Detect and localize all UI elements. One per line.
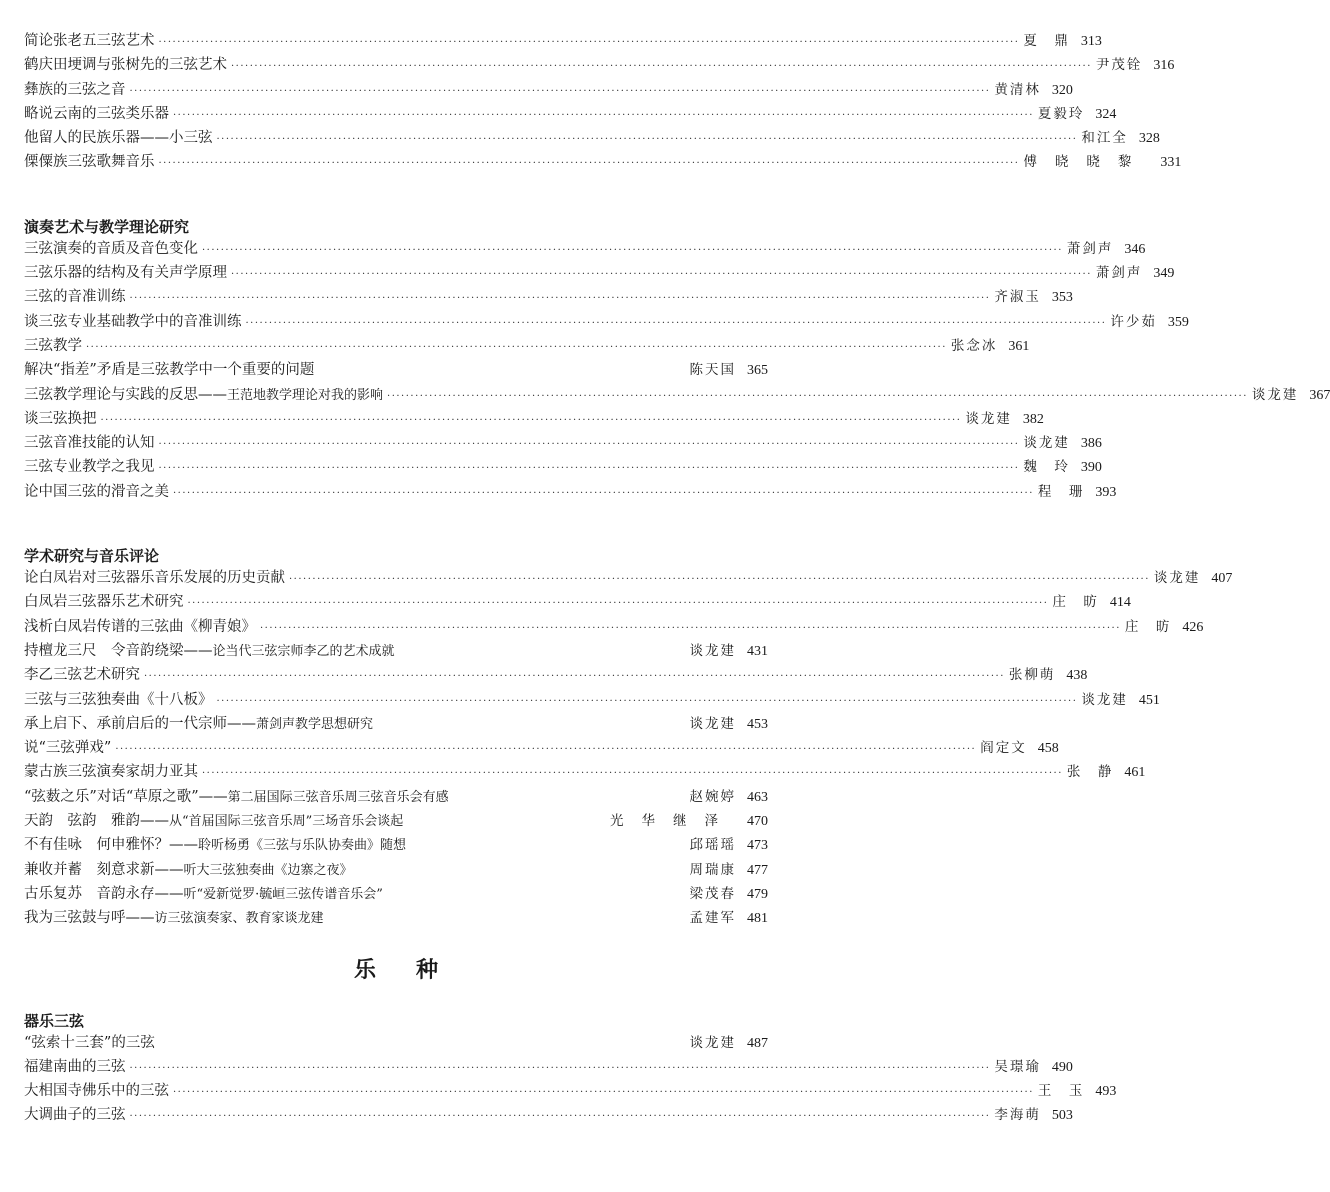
- toc-entry: [24, 480, 1117, 504]
- entry-page: 458: [1037, 741, 1059, 757]
- toc-entry: [24, 334, 1030, 358]
- entry-author: 魏 玲: [1023, 459, 1070, 476]
- entry-subtitle: 萧剑声教学思想研究: [256, 716, 374, 732]
- entry-title: 持檀龙三尺 令音韵绕梁——论当代三弦宗师李乙的艺术成就: [24, 642, 395, 659]
- entry-page: 361: [1008, 338, 1030, 354]
- entry-title: 蒙古族三弦演奏家胡力亚其: [24, 764, 198, 781]
- entry-page: 481: [747, 911, 768, 927]
- toc-entry: [24, 102, 1117, 126]
- dot-leader: [159, 463, 1020, 474]
- dot-leader: [289, 574, 1150, 585]
- entry-author: 梁茂春: [689, 885, 736, 902]
- spacer: [24, 175, 768, 213]
- dot-leader: [202, 768, 1063, 779]
- entry-subtitle: 听大三弦独奏曲《边寨之夜》: [183, 862, 353, 878]
- entry-title: 古乐复苏 音韵永存——听“爱新觉罗·毓峘三弦传谱音乐会”: [24, 885, 383, 902]
- entry-page: 393: [1095, 484, 1117, 500]
- entry-title: 三弦教学: [24, 337, 82, 354]
- entry-page: 461: [1124, 765, 1146, 781]
- entry-title: 三弦教学理论与实践的反思——王范地教学理论对我的影响: [24, 386, 384, 403]
- toc-entry: [24, 78, 1073, 102]
- toc-entry: [24, 785, 768, 809]
- dot-leader: [217, 134, 1078, 145]
- toc-entry: [24, 760, 1146, 784]
- dot-leader: [101, 415, 962, 426]
- entry-title: 承上启下、承前启后的一代宗师——萧剑声教学思想研究: [24, 715, 374, 732]
- toc-entry: [24, 615, 1204, 639]
- toc-entry: [24, 455, 1102, 479]
- toc-entry: [24, 906, 768, 930]
- entry-author: 陈天国: [689, 362, 736, 379]
- toc-entry: [24, 431, 1102, 455]
- entry-page: 313: [1080, 34, 1102, 49]
- entry-author: 王 玉: [1037, 1083, 1085, 1100]
- entry-title: 白凤岩三弦器乐艺术研究: [24, 594, 184, 611]
- section-heading-research: 学术研究与音乐评论: [24, 547, 160, 566]
- entry-page: 490: [1051, 1059, 1073, 1075]
- entry-page: 487: [747, 1035, 768, 1051]
- entry-page: 328: [1138, 131, 1160, 147]
- entry-title: 解决“指差”矛盾是三弦教学中一个重要的问题: [24, 362, 315, 379]
- entry-page: 346: [1124, 241, 1146, 257]
- entry-author: 傅晓晓黎: [1023, 154, 1150, 171]
- toc-entry: [24, 639, 768, 663]
- entry-page: 365: [747, 363, 768, 379]
- dot-leader: [260, 623, 1121, 634]
- toc-entry: [24, 833, 768, 857]
- entry-title: 三弦演奏的音质及音色变化: [24, 240, 198, 257]
- entry-title: 李乙三弦艺术研究: [24, 667, 140, 684]
- entry-page: 359: [1167, 314, 1189, 330]
- entry-author: 谈龙建: [689, 642, 736, 659]
- entry-author: 张 静: [1066, 764, 1114, 781]
- entry-page: 477: [747, 862, 768, 878]
- entry-title: 福建南曲的三弦: [24, 1058, 126, 1075]
- entry-page: 349: [1153, 266, 1175, 282]
- dot-leader: [86, 342, 947, 353]
- entry-author: 阎定文: [980, 740, 1027, 757]
- entry-title: 他留人的民族乐器——小三弦: [24, 130, 213, 147]
- entry-author: 谈龙建: [1153, 570, 1201, 587]
- entry-page: 320: [1051, 82, 1073, 98]
- toc-entry: [24, 663, 1088, 687]
- entry-title: 天韵 弦韵 雅韵——从“首届国际三弦音乐周”三场音乐会谈起: [24, 813, 404, 830]
- dot-leader: [188, 598, 1049, 609]
- dot-leader: [246, 318, 1107, 329]
- entry-title: 兼收并蓄 刻意求新——听大三弦独奏曲《边寨之夜》: [24, 861, 353, 878]
- entry-page: 451: [1138, 692, 1160, 708]
- table-of-contents: [24, 29, 1330, 1128]
- entry-page: 438: [1066, 668, 1088, 684]
- entry-author: 谈龙建: [1081, 691, 1128, 708]
- entry-author: 和江全: [1081, 130, 1128, 147]
- toc-entry: [24, 712, 768, 736]
- entry-author: 庄 昉: [1052, 594, 1099, 611]
- entry-title: 不有佳咏 何申雅怀？——聆听杨勇《三弦与乐队协奏曲》随想: [24, 837, 407, 854]
- entry-title: 傈僳族三弦歌舞音乐: [24, 154, 155, 171]
- entry-page: 493: [1095, 1084, 1117, 1100]
- dot-leader: [173, 488, 1034, 499]
- entry-author: 张柳萌: [1008, 667, 1056, 684]
- entry-title: 论中国三弦的滑音之美: [24, 483, 169, 500]
- toc-entry: [24, 29, 1102, 53]
- dot-leader: [115, 744, 976, 755]
- entry-subtitle: 听“爱新觉罗·毓峘三弦传谱音乐会”: [183, 886, 383, 902]
- dot-leader: [130, 1063, 991, 1074]
- entry-title: 三弦乐器的结构及有关声学原理: [24, 265, 227, 282]
- entry-author: 尹茂铨: [1095, 57, 1143, 74]
- entry-page: 431: [747, 643, 768, 659]
- dot-leader: [173, 110, 1034, 121]
- toc-entry: [24, 383, 1330, 407]
- entry-title: 简论张老五三弦艺术: [24, 33, 155, 49]
- entry-title: 论白凤岩对三弦器乐音乐发展的历史贡献: [24, 570, 285, 587]
- dot-leader: [159, 439, 1020, 450]
- entry-page: 353: [1051, 290, 1073, 306]
- entry-page: 324: [1095, 106, 1117, 122]
- entry-group-performance: [24, 237, 1330, 504]
- entry-title: 说“三弦弹戏”: [24, 740, 112, 757]
- entry-page: 386: [1080, 436, 1102, 452]
- entry-author: 谈龙建: [689, 1034, 736, 1051]
- entry-author: 孟建军: [689, 910, 736, 927]
- entry-title: 谈三弦专业基础教学中的音准训练: [24, 313, 242, 330]
- toc-entry: [24, 285, 1073, 309]
- toc-entry: [24, 858, 768, 882]
- dot-leader: [217, 696, 1078, 707]
- entry-group-top: [24, 29, 1182, 175]
- entry-page: 470: [747, 814, 768, 830]
- toc-entry: [24, 566, 1233, 590]
- entry-page: 331: [1160, 155, 1182, 171]
- entry-author: 谈龙建: [965, 410, 1012, 427]
- toc-entry: [24, 310, 1189, 334]
- dot-leader: [130, 293, 991, 304]
- entry-title: 三弦音准技能的认知: [24, 435, 155, 452]
- toc-entry: [24, 407, 1044, 431]
- toc-entry: [24, 358, 768, 382]
- dot-leader: [202, 245, 1063, 256]
- toc-entry: [24, 1079, 1117, 1103]
- entry-author: 光华继泽: [610, 813, 736, 830]
- toc-entry: [24, 261, 1175, 285]
- entry-author: 许少茹: [1110, 313, 1157, 330]
- entry-page: 503: [1051, 1108, 1073, 1124]
- dot-leader: [173, 1087, 1034, 1098]
- entry-author: 吴璟瑜: [994, 1058, 1041, 1075]
- entry-subtitle: 聆听杨勇《三弦与乐队协奏曲》随想: [198, 838, 407, 854]
- entry-author: 谈龙建: [1023, 435, 1070, 452]
- section-heading-performance: 演奏艺术与教学理论研究: [24, 217, 190, 236]
- toc-entry: [24, 882, 768, 906]
- toc-entry: [24, 736, 1059, 760]
- entry-title: 三弦的音准训练: [24, 289, 126, 306]
- entry-page: 316: [1153, 58, 1175, 74]
- entry-author: 黄清林: [994, 81, 1041, 98]
- entry-group-instrumental: [24, 1031, 1117, 1128]
- entry-author: 邱瑶瑶: [689, 837, 736, 854]
- entry-subtitle: 第二届国际三弦音乐周三弦音乐会有感: [227, 789, 449, 805]
- dot-leader: [387, 391, 1248, 402]
- entry-subtitle: 论当代三弦宗师李乙的艺术成就: [212, 643, 395, 659]
- toc-entry: [24, 1103, 1073, 1127]
- entry-title: 我为三弦鼓与呼——访三弦演奏家、教育家谈龙建: [24, 910, 324, 927]
- toc-entry: [24, 590, 1131, 614]
- part-title: 乐种: [353, 957, 478, 983]
- toc-entry: [24, 1031, 768, 1055]
- toc-entry: [24, 809, 768, 833]
- entry-author: 李海萌: [994, 1107, 1041, 1124]
- entry-author: 萧剑声: [1095, 265, 1143, 282]
- entry-author: 齐淑玉: [994, 289, 1041, 306]
- entry-page: 382: [1022, 411, 1044, 427]
- entry-title: 大相国寺佛乐中的三弦: [24, 1083, 169, 1100]
- entry-title: 大调曲子的三弦: [24, 1107, 126, 1124]
- entry-title: 鹤庆田埂调与张树先的三弦艺术: [24, 57, 227, 74]
- entry-author: 夏 鼎: [1023, 33, 1070, 49]
- entry-title: “弦薮之乐”对话“草原之歌”——第二届国际三弦音乐周三弦音乐会有感: [24, 788, 449, 805]
- entry-author: 谈龙建: [1251, 386, 1299, 403]
- entry-title: 略说云南的三弦类乐器: [24, 105, 169, 122]
- toc-entry: [24, 53, 1175, 77]
- entry-subtitle: 从“首届国际三弦音乐周”三场音乐会谈起: [169, 814, 404, 830]
- dot-leader: [144, 671, 1005, 682]
- toc-entry: [24, 237, 1146, 261]
- entry-page: 414: [1109, 595, 1131, 611]
- dot-leader: [231, 61, 1092, 72]
- entry-author: 张念冰: [950, 337, 998, 354]
- entry-page: 463: [747, 789, 768, 805]
- entry-page: 407: [1211, 571, 1233, 587]
- entry-author: 谈龙建: [689, 715, 736, 732]
- entry-author: 周瑞康: [689, 861, 736, 878]
- toc-entry: [24, 150, 1182, 174]
- dot-leader: [231, 269, 1092, 280]
- entry-page: 473: [747, 838, 768, 854]
- toc-entry: [24, 1055, 1073, 1079]
- entry-author: 程 珊: [1037, 483, 1085, 500]
- entry-page: 426: [1182, 619, 1204, 635]
- entry-author: 赵婉婷: [689, 788, 736, 805]
- entry-page: 390: [1080, 460, 1102, 476]
- entry-title: 三弦专业教学之我见: [24, 459, 155, 476]
- dot-leader: [159, 158, 1020, 169]
- section-heading-instrumental: 器乐三弦: [24, 1011, 85, 1030]
- entry-title: 彝族的三弦之音: [24, 81, 126, 98]
- entry-author: 夏毅玲: [1037, 105, 1085, 122]
- entry-subtitle: 王范地教学理论对我的影响: [227, 387, 384, 403]
- dot-leader: [130, 86, 991, 97]
- entry-title: “弦索十三套”的三弦: [24, 1034, 155, 1051]
- entry-page: 453: [747, 716, 768, 732]
- entry-title: 三弦与三弦独奏曲《十八板》: [24, 691, 213, 708]
- spacer: [24, 504, 768, 542]
- entry-title: 浅析白凤岩传谱的三弦曲《柳青娘》: [24, 618, 256, 635]
- toc-entry: [24, 126, 1160, 150]
- entry-subtitle: 访三弦演奏家、教育家谈龙建: [154, 911, 324, 927]
- entry-author: 萧剑声: [1066, 240, 1114, 257]
- entry-group-research: [24, 566, 1233, 930]
- entry-page: 367: [1309, 387, 1330, 403]
- toc-entry: [24, 688, 1160, 712]
- entry-page: 479: [747, 886, 768, 902]
- entry-author: 庄 昉: [1124, 618, 1172, 635]
- dot-leader: [130, 1111, 991, 1122]
- dot-leader: [159, 37, 1020, 48]
- entry-title: 谈三弦换把: [24, 410, 97, 427]
